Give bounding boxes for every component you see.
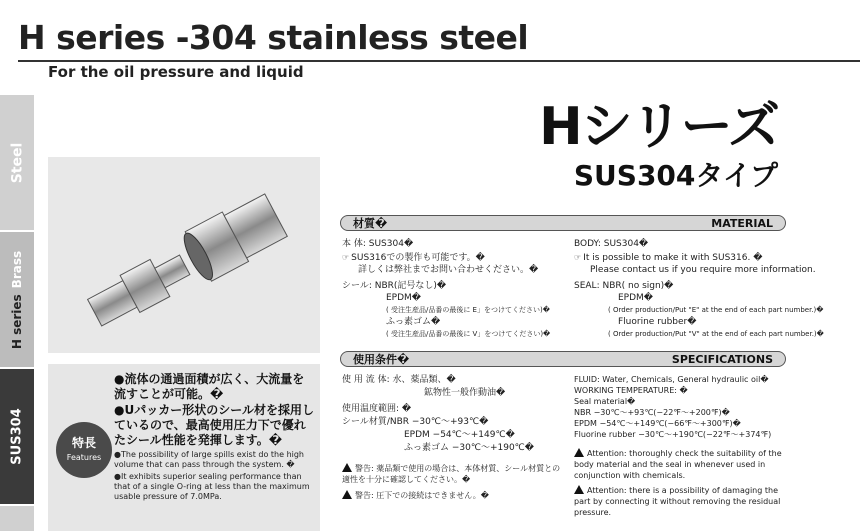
pointing-hand-icon: ☞ bbox=[574, 253, 582, 262]
spec-warning-jp: 警告: 薬品類で使用の場合は、本体材質、シール材質との適性を十分に確認してください。� bbox=[342, 464, 561, 484]
material-en-line: BODY: SUS304� bbox=[574, 239, 649, 249]
page-subtitle: For the oil pressure and liquid bbox=[48, 63, 304, 81]
material-jp-line: ふっ素ゴム� bbox=[386, 317, 441, 327]
spec-en-line: EPDM −54℃〜+149℃(−66℉〜+300℉)� bbox=[574, 419, 741, 428]
spec-warning-en: Attention: thoroughly check the suitability of the body material and the seal in whenever used in conjunction with chemicals. bbox=[574, 449, 782, 480]
material-jp-line: 本 体: SUS304� bbox=[342, 239, 414, 249]
material-en-line: It is possible to make it with SUS316. � bbox=[583, 253, 763, 263]
title-underline bbox=[18, 60, 860, 62]
tab-h-series-label: H series bbox=[10, 293, 24, 349]
tab-brass-label: Brass bbox=[10, 250, 24, 288]
features-badge-jp: 特長 bbox=[71, 436, 96, 450]
tab-sus304[interactable] bbox=[0, 369, 34, 504]
warning-icon bbox=[342, 463, 352, 472]
material-header bbox=[340, 215, 786, 231]
tab-bottom bbox=[0, 506, 34, 531]
pointing-hand-icon: ☞ bbox=[342, 253, 350, 262]
tab-sus304-label: SUS304 bbox=[9, 408, 25, 465]
tab-h-series-brass[interactable] bbox=[0, 232, 34, 367]
features-japanese bbox=[114, 372, 314, 449]
features-badge-en: Features bbox=[66, 453, 102, 462]
feature-en-item: ●The possibility of large spills exist do the high volume that can pass through the system. � bbox=[114, 450, 305, 469]
spec-jp-line: ふっ素ゴム −30℃〜+190℃� bbox=[404, 443, 535, 453]
feature-jp-item: ●流体の通過面積が広く、大流量を流すことが可能。� bbox=[114, 372, 305, 401]
warning-icon bbox=[574, 485, 584, 494]
material-jp-line: SUS316での製作も可能です。� bbox=[351, 253, 485, 263]
tab-steel-label: Steel bbox=[9, 142, 26, 183]
material-en-line: Please contact us if you require more information. bbox=[590, 265, 816, 275]
warning-icon bbox=[574, 448, 584, 457]
material-jp-line: ( 受注生産品/品番の最後に E」をつけてください)� bbox=[386, 306, 550, 314]
feature-jp-item: ●Uパッカー形状のシール材を採用しているので、最高使用圧力下で優れたシール性能を発揮します。� bbox=[114, 403, 314, 447]
spec-en-line: Seal material� bbox=[574, 397, 636, 406]
spec-warning-jp: 警告: 圧下での接続はできません。� bbox=[355, 491, 489, 500]
spec-en-line: NBR −30℃〜+93℃(−22℉〜+200℉)� bbox=[574, 408, 730, 417]
warning-icon bbox=[342, 490, 352, 499]
material-jp-line: 詳しくは弊社までお問い合わせください。� bbox=[358, 265, 539, 275]
spec-jp-line: EPDM −54℃〜+149℃� bbox=[404, 430, 515, 440]
spec-jp-line: シール材質/NBR −30℃〜+93℃� bbox=[342, 417, 489, 427]
spec-en-line: FLUID: Water, Chemicals, General hydraulic oil� bbox=[574, 375, 769, 384]
title-japanese: Hシリーズ bbox=[539, 97, 778, 157]
features-badge bbox=[56, 422, 112, 478]
material-en-line: EPDM� bbox=[618, 293, 654, 303]
specifications-header bbox=[340, 351, 786, 367]
material-en-line: SEAL: NBR( no sign)� bbox=[574, 281, 674, 291]
material-header-en: MATERIAL bbox=[711, 216, 773, 230]
material-header-jp: 材質� bbox=[353, 217, 388, 230]
spec-jp-line: 使用温度範囲: � bbox=[342, 404, 412, 414]
features-box bbox=[48, 364, 320, 531]
material-jp-line: ( 受注生産品/品番の最後に V」をつけてください)� bbox=[386, 330, 551, 338]
feature-en-item: ●It exhibits superior sealing performance than that of a single O-ring at less than the maximum usable pressure of 7.0MPa. bbox=[114, 472, 310, 501]
page-title: H series -304 stainless steel bbox=[18, 18, 529, 57]
material-jp-line: EPDM� bbox=[386, 293, 422, 303]
specifications-en bbox=[574, 374, 788, 518]
material-en-line: ( Order production/Put "V" at the end of each part number.)� bbox=[608, 330, 824, 338]
spec-en-line: WORKING TEMPERATURE: � bbox=[574, 386, 688, 395]
material-en-line: Fluorine rubber� bbox=[618, 317, 697, 327]
features-english bbox=[114, 450, 316, 504]
spec-jp-line: 使 用 流 体: 水、薬品類、� bbox=[342, 375, 456, 385]
material-jp-line: シール: NBR(記号なし)� bbox=[342, 281, 447, 291]
material-en-line: ( Order production/Put "E" at the end of each part number.)� bbox=[608, 306, 824, 314]
coupler-illustration bbox=[48, 157, 320, 353]
spec-jp-line: 鉱物性一般作動油� bbox=[424, 388, 506, 398]
title-japanese-type: SUS304タイプ bbox=[573, 159, 778, 192]
material-en bbox=[574, 238, 824, 340]
spec-en-line: Fluorine rubber −30℃〜+190℃(−22℉〜+374℉) bbox=[574, 430, 772, 439]
specifications-header-en: SPECIFICATIONS bbox=[671, 352, 773, 366]
spec-warning-en: Attention: there is a possibility of damaging the part by connecting it without removing the residual pressure. bbox=[574, 486, 781, 517]
product-photo bbox=[48, 157, 320, 353]
specifications-jp bbox=[342, 374, 570, 501]
tab-steel[interactable] bbox=[0, 95, 34, 230]
specifications-header-jp: 使用条件� bbox=[353, 353, 410, 366]
material-jp bbox=[342, 238, 570, 340]
